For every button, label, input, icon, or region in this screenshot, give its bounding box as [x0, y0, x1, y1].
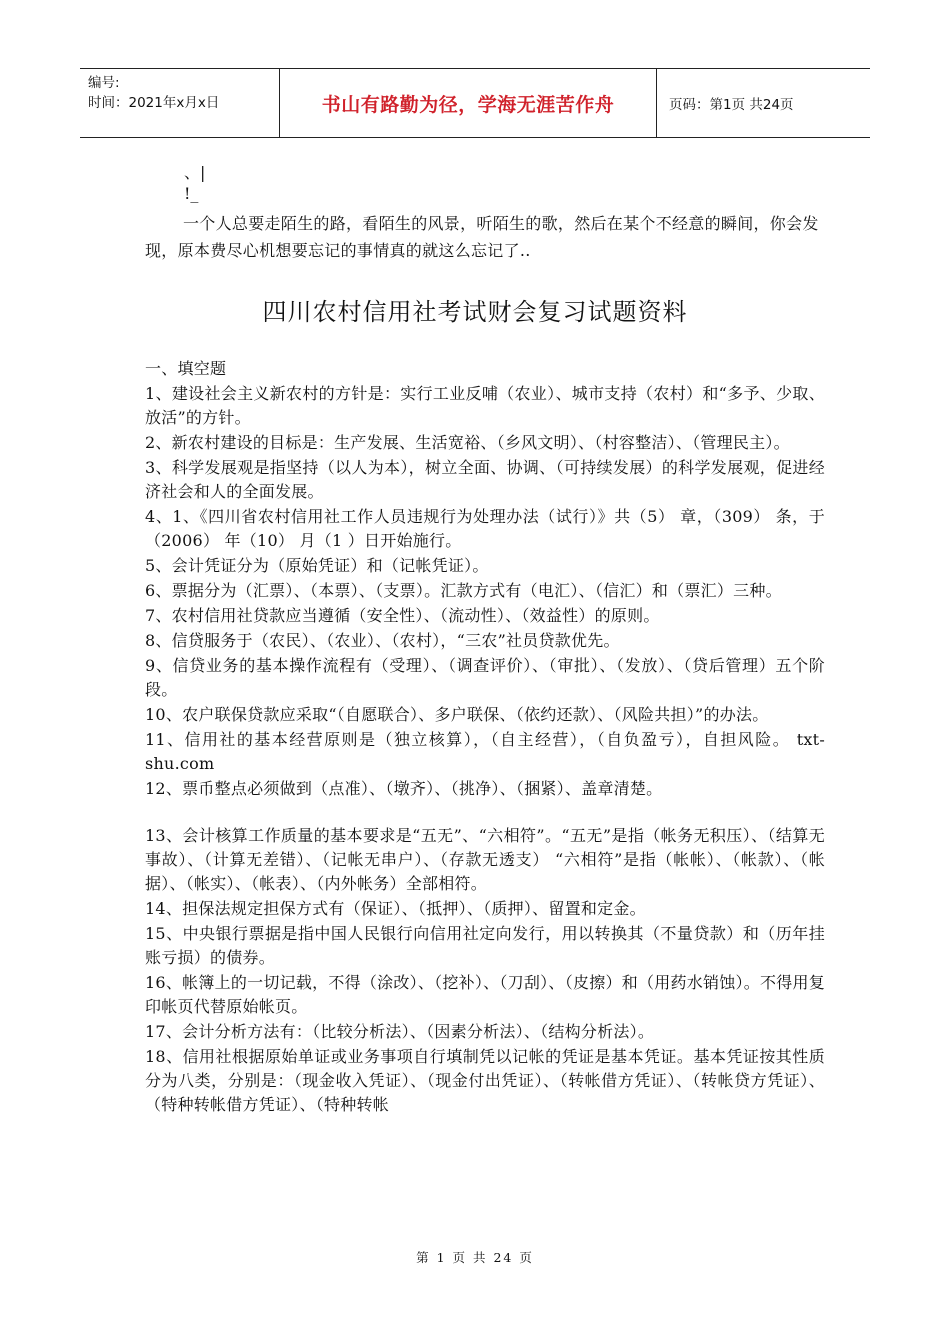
question-item: 18、信用社根据原始单证或业务事项自行填制凭以记帐的凭证是基本凭证。基本凭证按其性质分为八类，分别是：（现金收入凭证）、（现金付出凭证）、（转帐借方凭证）、（转帐贷方凭证）、（特种转帐借方凭证）、（特种转帐: [145, 1047, 825, 1114]
question-item: 17、会计分析方法有：（比较分析法）、（因素分析法）、（结构分析法）。: [145, 1022, 655, 1041]
question-item: 3、科学发展观是指坚持（以人为本），树立全面、协调、（可持续发展）的科学发展观，促进经济社会和人的全面发展。: [145, 458, 825, 501]
header-meta: [80, 69, 280, 137]
question-item: 11、信用社的基本经营原则是（独立核算），（自主经营），（自负盈亏），自担风险。 txt-shu.com: [145, 730, 825, 773]
question-item: 16、帐簿上的一切记载，不得（涂改）、（挖补）、（刀刮）、（皮擦）和（用药水销蚀）。不得用复印帐页代替原始帐页。: [145, 973, 825, 1016]
question-item: 2、新农村建设的目标是：生产发展、生活宽裕、（乡风文明）、（村容整洁）、（管理民主）。: [145, 433, 790, 452]
question-item: 4、1、《四川省农村信用社工作人员违规行为处理办法（试行）》共（5） 章，（309） 条，于（2006） 年（10） 月（1 ）日开始施行。: [145, 507, 825, 550]
question-item: 14、担保法规定担保方式有（保证）、（抵押）、（质押）、留置和定金。: [145, 899, 646, 918]
question-item: 15、中央银行票据是指中国人民银行向信用社定向发行，用以转换其（不量贷款）和（历年挂账亏损）的债券。: [145, 924, 825, 967]
stray-fragment-2: !_: [184, 184, 199, 203]
stray-fragment-1: 、|: [184, 163, 206, 182]
question-item: 12、票币整点必须做到（点准）、（墩齐）、（挑净）、（捆紧）、盖章清楚。: [145, 779, 663, 798]
question-item: 13、会计核算工作质量的基本要求是“五无”、“六相符”。“五无”是指（帐务无积压）、（结算无事故）、（计算无差错）、（记帐无串户）、（存款无透支） “六相符”是指（帐帐）、（帐款）、（帐据）、（帐实）、（帐表）、（内外帐务）全部相符。: [145, 826, 825, 893]
page-header: [80, 68, 870, 138]
question-item: 10、农户联保贷款应采取“（自愿联合）、多户联保、（依约还款）、（风险共担）”的办法。: [145, 705, 769, 724]
question-item: 9、信贷业务的基本操作流程有（受理）、（调查评价）、（审批）、（发放）、（贷后管理）五个阶段。: [145, 656, 825, 699]
document-title: 四川农村信用社考试财会复习试题资料: [262, 298, 688, 326]
intro-paragraph: 一个人总要走陌生的路，看陌生的风景，听陌生的歌，然后在某个不经意的瞬间，你会发现，原本费尽心机想要忘记的事情真的就这么忘记了..: [145, 214, 819, 260]
header-page-info: 页码：第1页 共24页: [669, 97, 794, 113]
section-heading: 一、填空题: [145, 359, 227, 378]
question-item: 8、信贷服务于（农民）、（农业）、（农村），“三农”社员贷款优先。: [145, 631, 620, 650]
question-item: 5、会计凭证分为（原始凭证）和（记帐凭证）。: [145, 556, 489, 575]
blank-line: [145, 802, 825, 824]
header-motto: 书山有路勤为径，学海无涯苦作舟: [280, 69, 657, 137]
question-item: 7、农村信用社贷款应当遵循（安全性）、（流动性）、（效益性）的原则。: [145, 606, 660, 625]
time-label: 时间：2021年x月x日: [88, 95, 220, 111]
document-body: [145, 357, 825, 1118]
page-footer: 第 1 页 共 24 页: [416, 1250, 534, 1265]
number-label: 编号:: [88, 75, 120, 91]
question-item: 1、建设社会主义新农村的方针是：实行工业反哺（农业）、城市支持（农村）和“多予、少取、放活”的方针。: [145, 384, 825, 427]
question-item: 6、票据分为（汇票）、（本票）、（支票）。汇款方式有（电汇）、（信汇）和（票汇）三种。: [145, 581, 782, 600]
